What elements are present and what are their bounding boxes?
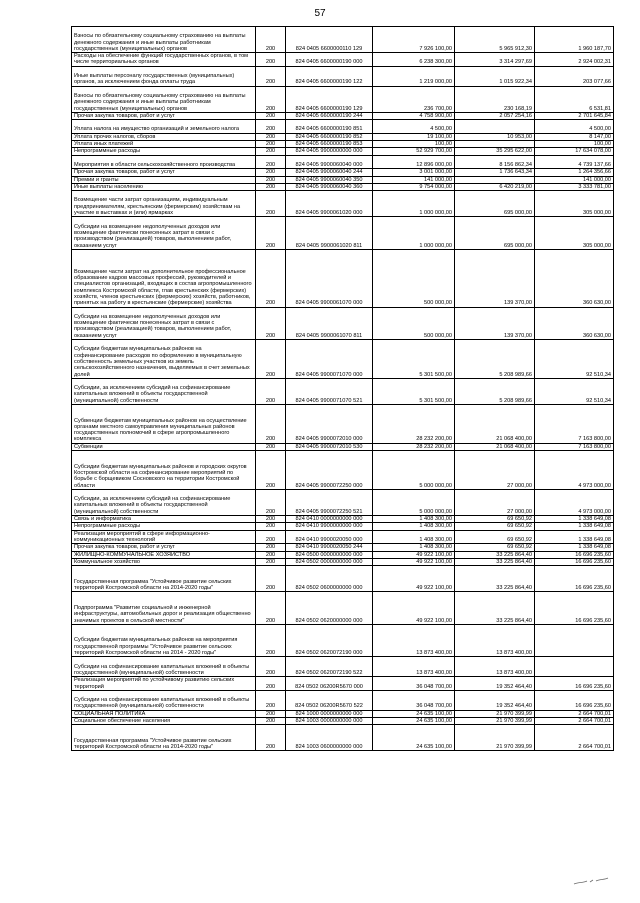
row-executed-amount: 19 352 464,40 xyxy=(455,690,535,710)
row-budget-code: 824 0405 9900061020 811 xyxy=(286,217,373,250)
row-budget-code: 824 0405 6600000190 851 xyxy=(286,120,373,134)
row-approved-amount: 6 238 300,00 xyxy=(373,53,455,67)
row-executed-amount: 21 970 399,99 xyxy=(455,710,535,717)
row-line-code: 200 xyxy=(256,86,286,112)
row-approved-amount: 4 758 900,00 xyxy=(373,112,455,119)
row-executed-amount: 230 168,19 xyxy=(455,86,535,112)
table-row xyxy=(72,725,614,751)
row-budget-code: 824 0405 6600000190 244 xyxy=(286,112,373,119)
row-line-code: 200 xyxy=(256,690,286,710)
row-name: Прочая закупка товаров, работ и услуг xyxy=(72,112,256,119)
table-row xyxy=(72,307,614,340)
row-line-code: 200 xyxy=(256,558,286,565)
row-approved-amount: 36 048 700,00 xyxy=(373,677,455,691)
row-approved-amount: 24 635 100,00 xyxy=(373,718,455,725)
row-name: Субсидии на софинансирование капитальных вложений в объекты государственной (муниципальной) собственности xyxy=(72,690,256,710)
row-executed-amount: 13 873 400,00 xyxy=(455,624,535,657)
row-line-code: 200 xyxy=(256,544,286,551)
row-unexecuted-amount xyxy=(535,657,614,677)
row-budget-code: 824 0502 0600000000 000 xyxy=(286,566,373,592)
row-name: Связь и информатика xyxy=(72,516,256,523)
row-name: Реализация мероприятий по устойчивому развитию сельских территорий xyxy=(72,677,256,691)
row-line-code: 200 xyxy=(256,657,286,677)
row-budget-code: 824 0502 0000000000 000 xyxy=(286,558,373,565)
table-row xyxy=(72,451,614,490)
row-approved-amount: 5 000 000,00 xyxy=(373,489,455,515)
row-executed-amount: 139 370,00 xyxy=(455,307,535,340)
row-unexecuted-amount: 2 664 700,01 xyxy=(535,718,614,725)
row-name: Мероприятия в области сельскохозяйственного производства xyxy=(72,155,256,169)
row-executed-amount xyxy=(455,120,535,134)
row-unexecuted-amount: 305 000,00 xyxy=(535,191,614,217)
row-executed-amount: 1 015 922,34 xyxy=(455,66,535,86)
row-approved-amount: 13 873 400,00 xyxy=(373,657,455,677)
row-name: Иные выплаты населению xyxy=(72,183,256,190)
row-line-code: 200 xyxy=(256,566,286,592)
row-executed-amount: 8 156 862,34 xyxy=(455,155,535,169)
row-approved-amount: 5 301 500,00 xyxy=(373,340,455,379)
row-budget-code: 824 0405 9900060040 360 xyxy=(286,183,373,190)
row-budget-code: 824 0405 9900061070 811 xyxy=(286,307,373,340)
row-unexecuted-amount: 17 634 078,00 xyxy=(535,148,614,155)
row-approved-amount: 1 000 000,00 xyxy=(373,217,455,250)
row-line-code: 200 xyxy=(256,66,286,86)
row-unexecuted-amount: 16 696 235,60 xyxy=(535,566,614,592)
row-budget-code: 824 0405 9900060040 350 xyxy=(286,176,373,183)
row-name: Субсидии, за исключением субсидий на софинансирование капитальных вложений в объекты государственной (муниципальной) собственности xyxy=(72,489,256,515)
row-name: Взносы по обязательному социальному страхованию на выплаты денежного содержания и иные выплаты работникам государственных (муниципальных) органов xyxy=(72,27,256,53)
row-executed-amount: 27 000,00 xyxy=(455,451,535,490)
row-unexecuted-amount: 92 510,34 xyxy=(535,340,614,379)
table-row xyxy=(72,120,614,134)
row-approved-amount: 28 232 200,00 xyxy=(373,404,455,443)
row-name: СОЦИАЛЬНАЯ ПОЛИТИКА xyxy=(72,710,256,717)
row-approved-amount: 1 000 000,00 xyxy=(373,191,455,217)
row-executed-amount: 5 208 989,66 xyxy=(455,340,535,379)
row-approved-amount: 49 922 100,00 xyxy=(373,592,455,625)
row-unexecuted-amount: 141 000,00 xyxy=(535,176,614,183)
row-line-code: 200 xyxy=(256,378,286,404)
row-budget-code: 824 0500 0000000000 000 xyxy=(286,551,373,558)
row-unexecuted-amount: 6 531,81 xyxy=(535,86,614,112)
row-executed-amount: 10 953,00 xyxy=(455,133,535,140)
row-approved-amount: 36 048 700,00 xyxy=(373,690,455,710)
row-approved-amount: 500 000,00 xyxy=(373,307,455,340)
row-approved-amount: 28 232 200,00 xyxy=(373,443,455,450)
row-line-code: 200 xyxy=(256,592,286,625)
row-approved-amount: 100,00 xyxy=(373,141,455,148)
table-row xyxy=(72,710,614,717)
row-line-code: 200 xyxy=(256,725,286,751)
row-name: Иные выплаты персоналу государственных (муниципальных) органов, за исключением фонда оплаты труда xyxy=(72,66,256,86)
row-approved-amount: 1 408 300,00 xyxy=(373,530,455,544)
row-unexecuted-amount: 7 163 800,00 xyxy=(535,404,614,443)
row-approved-amount: 19 100,00 xyxy=(373,133,455,140)
row-line-code: 200 xyxy=(256,530,286,544)
row-approved-amount: 7 926 100,00 xyxy=(373,27,455,53)
row-approved-amount: 1 408 300,00 xyxy=(373,516,455,523)
row-unexecuted-amount: 203 077,66 xyxy=(535,66,614,86)
row-name: Уплата налога на имущество организаций и земельного налога xyxy=(72,120,256,134)
row-line-code: 200 xyxy=(256,451,286,490)
table-row xyxy=(72,544,614,551)
row-budget-code: 824 0410 0000000000 000 xyxy=(286,516,373,523)
table-row xyxy=(72,690,614,710)
row-budget-code: 824 1000 0000000000 000 xyxy=(286,710,373,717)
table-row xyxy=(72,566,614,592)
row-budget-code: 824 0502 0620000000 000 xyxy=(286,592,373,625)
row-line-code: 200 xyxy=(256,307,286,340)
row-name: Непрограммные расходы xyxy=(72,523,256,530)
row-unexecuted-amount: 16 696 235,60 xyxy=(535,690,614,710)
row-line-code: 200 xyxy=(256,155,286,169)
table-row xyxy=(72,176,614,183)
row-executed-amount: 33 225 864,40 xyxy=(455,558,535,565)
row-executed-amount: 69 650,92 xyxy=(455,530,535,544)
row-budget-code: 824 0502 0620072190 000 xyxy=(286,624,373,657)
row-executed-amount: 695 000,00 xyxy=(455,191,535,217)
row-unexecuted-amount: 360 630,00 xyxy=(535,249,614,307)
row-name: Субсидии на возмещение недополученных доходов или возмещение фактически понесенных затрат в связи с производством (реализацией) товаров, выполнением работ, оказанием услуг xyxy=(72,217,256,250)
row-executed-amount: 2 057 254,16 xyxy=(455,112,535,119)
row-approved-amount: 52 929 700,00 xyxy=(373,148,455,155)
row-unexecuted-amount: 100,00 xyxy=(535,141,614,148)
row-executed-amount: 21 068 400,00 xyxy=(455,404,535,443)
page-number: 57 xyxy=(314,8,326,19)
row-executed-amount: 21 970 399,99 xyxy=(455,718,535,725)
row-line-code: 200 xyxy=(256,217,286,250)
row-budget-code: 824 0405 6600000110 129 xyxy=(286,27,373,53)
row-name: Субсидии на софинансирование капитальных вложений в объекты государственной (муниципальной) собственности xyxy=(72,657,256,677)
row-unexecuted-amount: 360 630,00 xyxy=(535,307,614,340)
row-executed-amount: 5 965 912,30 xyxy=(455,27,535,53)
row-unexecuted-amount: 1 338 649,08 xyxy=(535,544,614,551)
row-executed-amount: 33 225 864,40 xyxy=(455,592,535,625)
table-row xyxy=(72,86,614,112)
row-budget-code: 824 0405 9900000000 000 xyxy=(286,148,373,155)
row-executed-amount: 5 208 989,66 xyxy=(455,378,535,404)
row-name: Подпрограмма "Развитие социальной и инженерной инфраструктуры, автомобильных дорог и реализация общественно значимых проектов в сельской местности" xyxy=(72,592,256,625)
row-unexecuted-amount: 7 163 800,00 xyxy=(535,443,614,450)
row-unexecuted-amount: 16 696 235,60 xyxy=(535,558,614,565)
row-name: Субвенции xyxy=(72,443,256,450)
row-unexecuted-amount: 1 960 187,70 xyxy=(535,27,614,53)
row-approved-amount: 3 001 000,00 xyxy=(373,169,455,176)
table-row xyxy=(72,191,614,217)
row-line-code: 200 xyxy=(256,551,286,558)
table-row xyxy=(72,551,614,558)
table-row xyxy=(72,404,614,443)
table-row xyxy=(72,183,614,190)
row-approved-amount: 4 500,00 xyxy=(373,120,455,134)
row-executed-amount: 19 352 464,40 xyxy=(455,677,535,691)
row-name: Расходы на обеспечение функций государственных органов, в том числе территориальных органов xyxy=(72,53,256,67)
row-budget-code: 824 0405 9900060040 000 xyxy=(286,155,373,169)
table-row xyxy=(72,592,614,625)
row-name: Уплата прочих налогов, сборов xyxy=(72,133,256,140)
row-line-code: 200 xyxy=(256,624,286,657)
row-executed-amount: 69 650,92 xyxy=(455,544,535,551)
row-executed-amount: 27 000,00 xyxy=(455,489,535,515)
row-unexecuted-amount: 305 000,00 xyxy=(535,217,614,250)
row-budget-code: 824 0502 0620072190 522 xyxy=(286,657,373,677)
row-approved-amount: 236 700,00 xyxy=(373,86,455,112)
table-row xyxy=(72,489,614,515)
row-name: Субсидии бюджетам муниципальных районов и городских округов Костромской области на софинансирование мероприятий по борьбе с борщевиком Сосновского на территории Костромской области xyxy=(72,451,256,490)
row-budget-code: 824 0405 6600000190 129 xyxy=(286,86,373,112)
row-unexecuted-amount: 8 147,00 xyxy=(535,133,614,140)
row-name: Государственная программа "Устойчивое развитие сельских территорий Костромской области на 2014-2020 годы" xyxy=(72,566,256,592)
row-name: Субвенции бюджетам муниципальных районов на осуществление органами местного самоуправления муниципальных районов государственных полномочий в сфере агропромышленного комплекса xyxy=(72,404,256,443)
row-executed-amount xyxy=(455,141,535,148)
row-executed-amount: 33 225 864,40 xyxy=(455,551,535,558)
row-unexecuted-amount: 2 664 700,01 xyxy=(535,725,614,751)
row-unexecuted-amount: 2 664 700,01 xyxy=(535,710,614,717)
row-executed-amount: 6 420 219,00 xyxy=(455,183,535,190)
row-line-code: 200 xyxy=(256,141,286,148)
row-name: Субсидии на возмещение недополученных доходов или возмещение фактически понесенных затрат в связи с производством (реализацией) товаров, выполнением работ, оказанием услуг xyxy=(72,307,256,340)
row-name: Государственная программа "Устойчивое развитие сельских территорий Костромской области на 2014-2020 годы" xyxy=(72,725,256,751)
row-name: Возмещение части затрат на дополнительное профессиональное образование кадров массовых профессий, руководителей и специалистов организаций, входящих в состав агропромышленного комплекса Костромской области, глав крестьянских (фермерских) хозяйств, членов крестьянских (фермерских) хозяйств, работников, принятых на работу в крестьянские (фермерские) хозяйства xyxy=(72,249,256,307)
row-line-code: 200 xyxy=(256,133,286,140)
row-unexecuted-amount: 16 696 235,60 xyxy=(535,551,614,558)
row-unexecuted-amount: 2 701 645,84 xyxy=(535,112,614,119)
row-budget-code: 824 1003 0600000000 000 xyxy=(286,725,373,751)
row-line-code: 200 xyxy=(256,169,286,176)
row-budget-code: 824 0405 9900072010 530 xyxy=(286,443,373,450)
row-budget-code: 824 0502 06200R5670 000 xyxy=(286,677,373,691)
table-row xyxy=(72,27,614,53)
row-executed-amount: 33 225 864,40 xyxy=(455,566,535,592)
row-name: Взносы по обязательному социальному страхованию на выплаты денежного содержания и иные выплаты работникам государственных (муниципальных) органов xyxy=(72,86,256,112)
row-budget-code: 824 0405 9900061070 000 xyxy=(286,249,373,307)
row-approved-amount: 49 922 100,00 xyxy=(373,558,455,565)
row-line-code: 200 xyxy=(256,718,286,725)
row-line-code: 200 xyxy=(256,404,286,443)
row-executed-amount: 695 000,00 xyxy=(455,217,535,250)
row-approved-amount: 500 000,00 xyxy=(373,249,455,307)
table-row xyxy=(72,112,614,119)
row-approved-amount: 24 635 100,00 xyxy=(373,725,455,751)
table-row xyxy=(72,133,614,140)
row-approved-amount: 13 873 400,00 xyxy=(373,624,455,657)
row-line-code: 200 xyxy=(256,710,286,717)
table-row xyxy=(72,558,614,565)
table-row xyxy=(72,443,614,450)
table-row xyxy=(72,249,614,307)
row-executed-amount: 1 736 643,34 xyxy=(455,169,535,176)
scan-artifact-mark xyxy=(573,876,609,886)
row-name: ЖИЛИЩНО-КОММУНАЛЬНОЕ ХОЗЯЙСТВО xyxy=(72,551,256,558)
row-executed-amount: 69 650,92 xyxy=(455,523,535,530)
row-line-code: 200 xyxy=(256,27,286,53)
row-line-code: 200 xyxy=(256,523,286,530)
row-approved-amount: 9 754 000,00 xyxy=(373,183,455,190)
row-name: Субсидии бюджетам муниципальных районов на софинансирование расходов по оформлению в муниципальную собственность земельных участков из земель сельскохозяйственного назначения, выделяемых в счет земельных долей xyxy=(72,340,256,379)
row-budget-code: 824 0410 9900000000 000 xyxy=(286,523,373,530)
row-budget-code: 824 0502 06200R5670 522 xyxy=(286,690,373,710)
row-unexecuted-amount: 1 264 356,66 xyxy=(535,169,614,176)
row-executed-amount xyxy=(455,176,535,183)
table-row xyxy=(72,217,614,250)
row-name: Коммунальное хозяйство xyxy=(72,558,256,565)
row-line-code: 200 xyxy=(256,340,286,379)
row-name: Социальное обеспечение населения xyxy=(72,718,256,725)
row-approved-amount: 5 301 500,00 xyxy=(373,378,455,404)
row-budget-code: 824 0410 9900020050 000 xyxy=(286,530,373,544)
row-unexecuted-amount: 92 510,34 xyxy=(535,378,614,404)
row-unexecuted-amount: 4 739 137,66 xyxy=(535,155,614,169)
row-unexecuted-amount: 1 338 649,08 xyxy=(535,516,614,523)
row-executed-amount: 35 295 622,00 xyxy=(455,148,535,155)
row-budget-code: 824 0405 9900072250 000 xyxy=(286,451,373,490)
row-line-code: 200 xyxy=(256,191,286,217)
row-budget-code: 824 0405 6600000190 000 xyxy=(286,53,373,67)
row-line-code: 200 xyxy=(256,148,286,155)
row-budget-code: 824 0405 6600000190 122 xyxy=(286,66,373,86)
row-line-code: 200 xyxy=(256,183,286,190)
row-line-code: 200 xyxy=(256,120,286,134)
row-unexecuted-amount: 1 338 649,08 xyxy=(535,530,614,544)
row-approved-amount: 1 408 300,00 xyxy=(373,523,455,530)
table-row xyxy=(72,657,614,677)
row-approved-amount: 5 000 000,00 xyxy=(373,451,455,490)
table-row xyxy=(72,340,614,379)
row-budget-code: 824 0405 9900072250 521 xyxy=(286,489,373,515)
row-line-code: 200 xyxy=(256,489,286,515)
row-executed-amount: 21 068 400,00 xyxy=(455,443,535,450)
row-name: Прочая закупка товаров, работ и услуг xyxy=(72,544,256,551)
table-row xyxy=(72,378,614,404)
row-unexecuted-amount: 16 696 235,60 xyxy=(535,677,614,691)
row-approved-amount: 24 635 100,00 xyxy=(373,710,455,717)
table-row xyxy=(72,530,614,544)
row-unexecuted-amount: 16 696 235,60 xyxy=(535,592,614,625)
table-row xyxy=(72,677,614,691)
row-unexecuted-amount: 4 973 000,00 xyxy=(535,489,614,515)
row-budget-code: 824 0405 9900060040 244 xyxy=(286,169,373,176)
row-approved-amount: 1 219 000,00 xyxy=(373,66,455,86)
row-name: Субсидии, за исключением субсидий на софинансирование капитальных вложений в объекты государственной (муниципальной) собственности xyxy=(72,378,256,404)
row-budget-code: 824 0405 9900071070 521 xyxy=(286,378,373,404)
row-line-code: 200 xyxy=(256,249,286,307)
row-name: Субсидии бюджетам муниципальных районов на мероприятия государственной программы "Устойчивое развитие сельских территорий Костромской области на 2014 - 2020 годы" xyxy=(72,624,256,657)
table-row xyxy=(72,141,614,148)
row-unexecuted-amount: 2 924 002,31 xyxy=(535,53,614,67)
row-name: Премии и гранты xyxy=(72,176,256,183)
row-line-code: 200 xyxy=(256,53,286,67)
row-unexecuted-amount: 1 338 649,08 xyxy=(535,523,614,530)
row-budget-code: 824 0405 6600000190 853 xyxy=(286,141,373,148)
row-name: Возмещение части затрат организациям, индивидуальным предпринимателям, крестьянским (фермерским) хозяйствам на участие в выставках и (или) ярмарках xyxy=(72,191,256,217)
row-line-code: 200 xyxy=(256,176,286,183)
row-budget-code: 824 0410 9900020050 244 xyxy=(286,544,373,551)
row-name: Непрограммные расходы xyxy=(72,148,256,155)
row-unexecuted-amount: 4 973 000,00 xyxy=(535,451,614,490)
row-approved-amount: 49 922 100,00 xyxy=(373,551,455,558)
row-name: Реализация мероприятий в сфере информационно-коммуникационных технологий xyxy=(72,530,256,544)
row-unexecuted-amount: 4 500,00 xyxy=(535,120,614,134)
table-row xyxy=(72,516,614,523)
table-row xyxy=(72,169,614,176)
row-executed-amount: 21 970 399,99 xyxy=(455,725,535,751)
row-executed-amount: 139 370,00 xyxy=(455,249,535,307)
row-unexecuted-amount xyxy=(535,624,614,657)
row-approved-amount: 141 000,00 xyxy=(373,176,455,183)
row-line-code: 200 xyxy=(256,112,286,119)
row-budget-code: 824 0405 9900071070 000 xyxy=(286,340,373,379)
table-row xyxy=(72,66,614,86)
budget-execution-table xyxy=(71,26,614,751)
row-budget-code: 824 1003 0000000000 000 xyxy=(286,718,373,725)
table-row xyxy=(72,523,614,530)
row-unexecuted-amount: 3 333 781,00 xyxy=(535,183,614,190)
row-executed-amount: 69 650,92 xyxy=(455,516,535,523)
row-executed-amount: 3 314 297,69 xyxy=(455,53,535,67)
table-row xyxy=(72,148,614,155)
row-approved-amount: 12 896 000,00 xyxy=(373,155,455,169)
row-budget-code: 824 0405 9900061020 000 xyxy=(286,191,373,217)
row-executed-amount: 13 873 400,00 xyxy=(455,657,535,677)
row-line-code: 200 xyxy=(256,443,286,450)
row-approved-amount: 49 922 100,00 xyxy=(373,566,455,592)
row-budget-code: 824 0405 9900072010 000 xyxy=(286,404,373,443)
row-line-code: 200 xyxy=(256,677,286,691)
row-name: Уплата иных платежей xyxy=(72,141,256,148)
row-budget-code: 824 0405 6600000190 852 xyxy=(286,133,373,140)
table-row xyxy=(72,155,614,169)
table-row xyxy=(72,53,614,67)
table-row xyxy=(72,624,614,657)
table-row xyxy=(72,718,614,725)
row-name: Прочая закупка товаров, работ и услуг xyxy=(72,169,256,176)
row-approved-amount: 1 408 300,00 xyxy=(373,544,455,551)
row-line-code: 200 xyxy=(256,516,286,523)
